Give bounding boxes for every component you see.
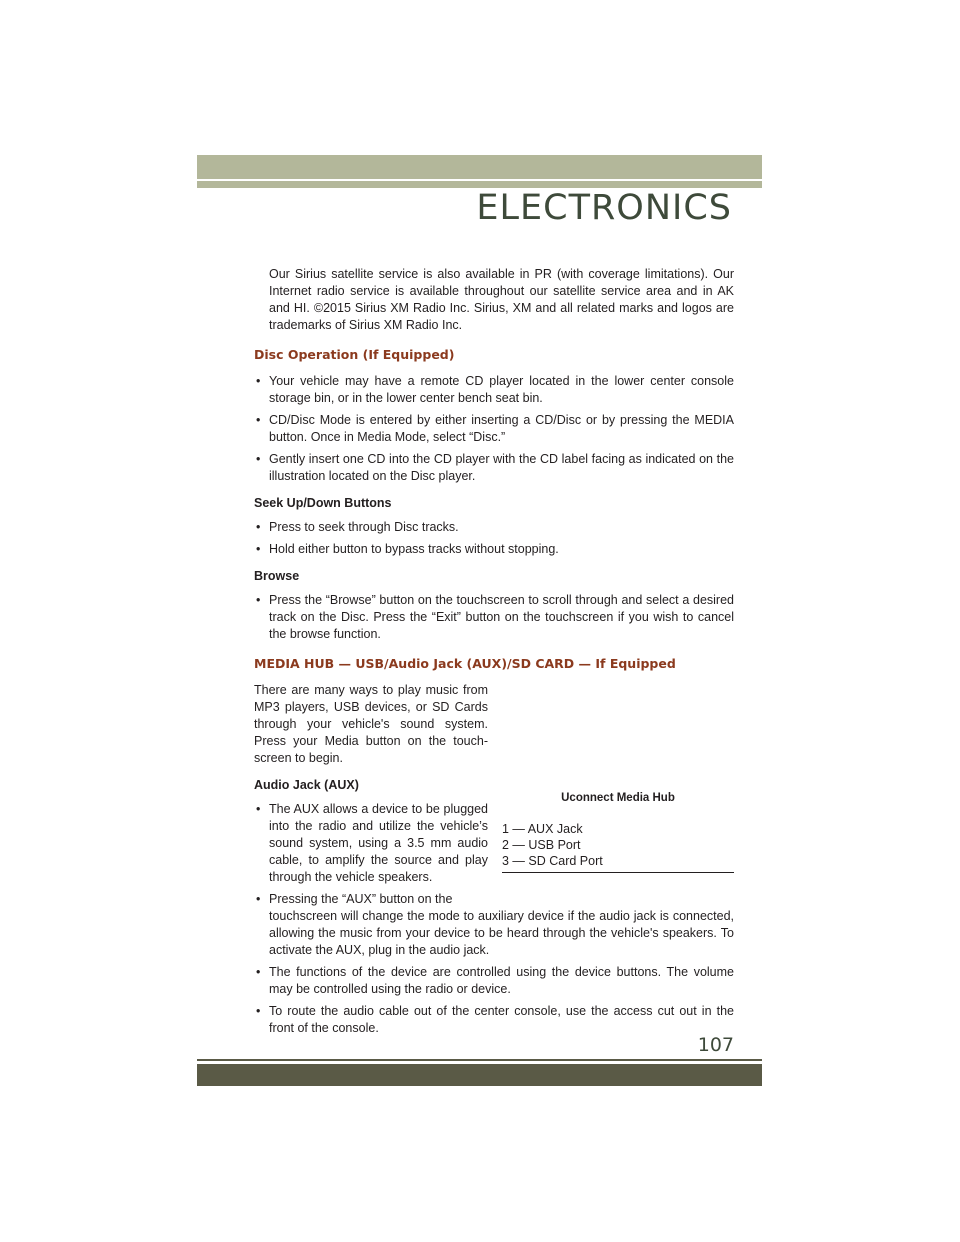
seek-heading: Seek Up/Down Buttons (254, 496, 392, 510)
media-hub-text (254, 682, 488, 908)
media-hub-figure (502, 790, 734, 873)
legend-item: 2 — USB Port (502, 838, 581, 852)
browse-heading: Browse (254, 569, 300, 583)
header-rule (197, 181, 762, 188)
legend-item: 1 — AUX Jack (502, 822, 583, 836)
list-item: • The functions of the device are controlled using the device buttons. The volume may be controlled using the radio or device. (254, 964, 734, 998)
list-item: • Press the “Browse” button on the touchscreen to scroll through and select a desired track on the Disc. Press the “Exit” button on the touchscreen if you wish to cancel the browse function. (254, 592, 734, 643)
aux-heading: Audio Jack (AUX) (254, 778, 359, 792)
list-item: • Your vehicle may have a remote CD player located in the lower center console storage bin, or in the lower center bench seat bin. (254, 373, 734, 407)
list-item: • Hold either button to bypass tracks without stopping. (254, 541, 734, 558)
list-item: • CD/Disc Mode is entered by either inserting a CD/Disc or by pressing the MEDIA button. Once in Media Mode, select “Disc.” (254, 412, 734, 446)
section-title: ELECTRONICS (476, 188, 732, 228)
list-item: • To route the audio cable out of the center console, use the access cut out in the front of the console. (254, 1003, 734, 1037)
page-content (254, 266, 734, 1042)
list-item: • Gently insert one CD into the CD player with the CD label facing as indicated on the illustration located on the Disc player. (254, 451, 734, 485)
header-bar (197, 155, 762, 179)
aux-bullets (254, 801, 488, 908)
media-hub-section (254, 682, 734, 908)
aux-bullet-continuation: touchscreen will change the mode to auxiliary device if the audio jack is connected, allowing the music from your device to be heard through the vehicle's speakers. To activate the AUX, plug in the audio jack. (269, 909, 734, 957)
legend-rule (502, 872, 734, 873)
footer-rule (197, 1059, 762, 1061)
page-number: 107 (697, 1034, 734, 1056)
figure-caption: Uconnect Media Hub (561, 792, 675, 804)
list-item: • Press to seek through Disc tracks. (254, 519, 734, 536)
seek-bullets (254, 519, 734, 558)
list-item: • The AUX allows a device to be plugged into the radio and utilize the vehicle’s sound system, using a 3.5 mm audio cable, to amplify the source and play through the vehicle speakers. (254, 801, 488, 886)
list-item: • Pressing the “AUX” button on the (254, 891, 488, 908)
disc-bullets (254, 373, 734, 485)
media-hub-heading: MEDIA HUB — USB/Audio Jack (AUX)/SD CARD — If Equipped (254, 656, 676, 671)
browse-bullets (254, 592, 734, 643)
media-bullets (254, 964, 734, 1037)
legend-item: 3 — SD Card Port (502, 854, 603, 868)
footer-bar (197, 1064, 762, 1086)
intro-paragraph: Our Sirius satellite service is also available in PR (with coverage limitations). Our Internet radio service is available throughout our satellite service area and in AK and HI. ©2015 Sirius XM Radio Inc. Sirius, XM and all related marks and logos are trademarks of Sirius XM Radio Inc. (269, 267, 734, 332)
disc-heading: Disc Operation (If Equipped) (254, 347, 455, 362)
media-intro-paragraph: There are many ways to play music from MP3 players, USB devices, or SD Cards through your vehicle's sound system. Press your Media button on the touch-screen to begin. (254, 683, 488, 765)
